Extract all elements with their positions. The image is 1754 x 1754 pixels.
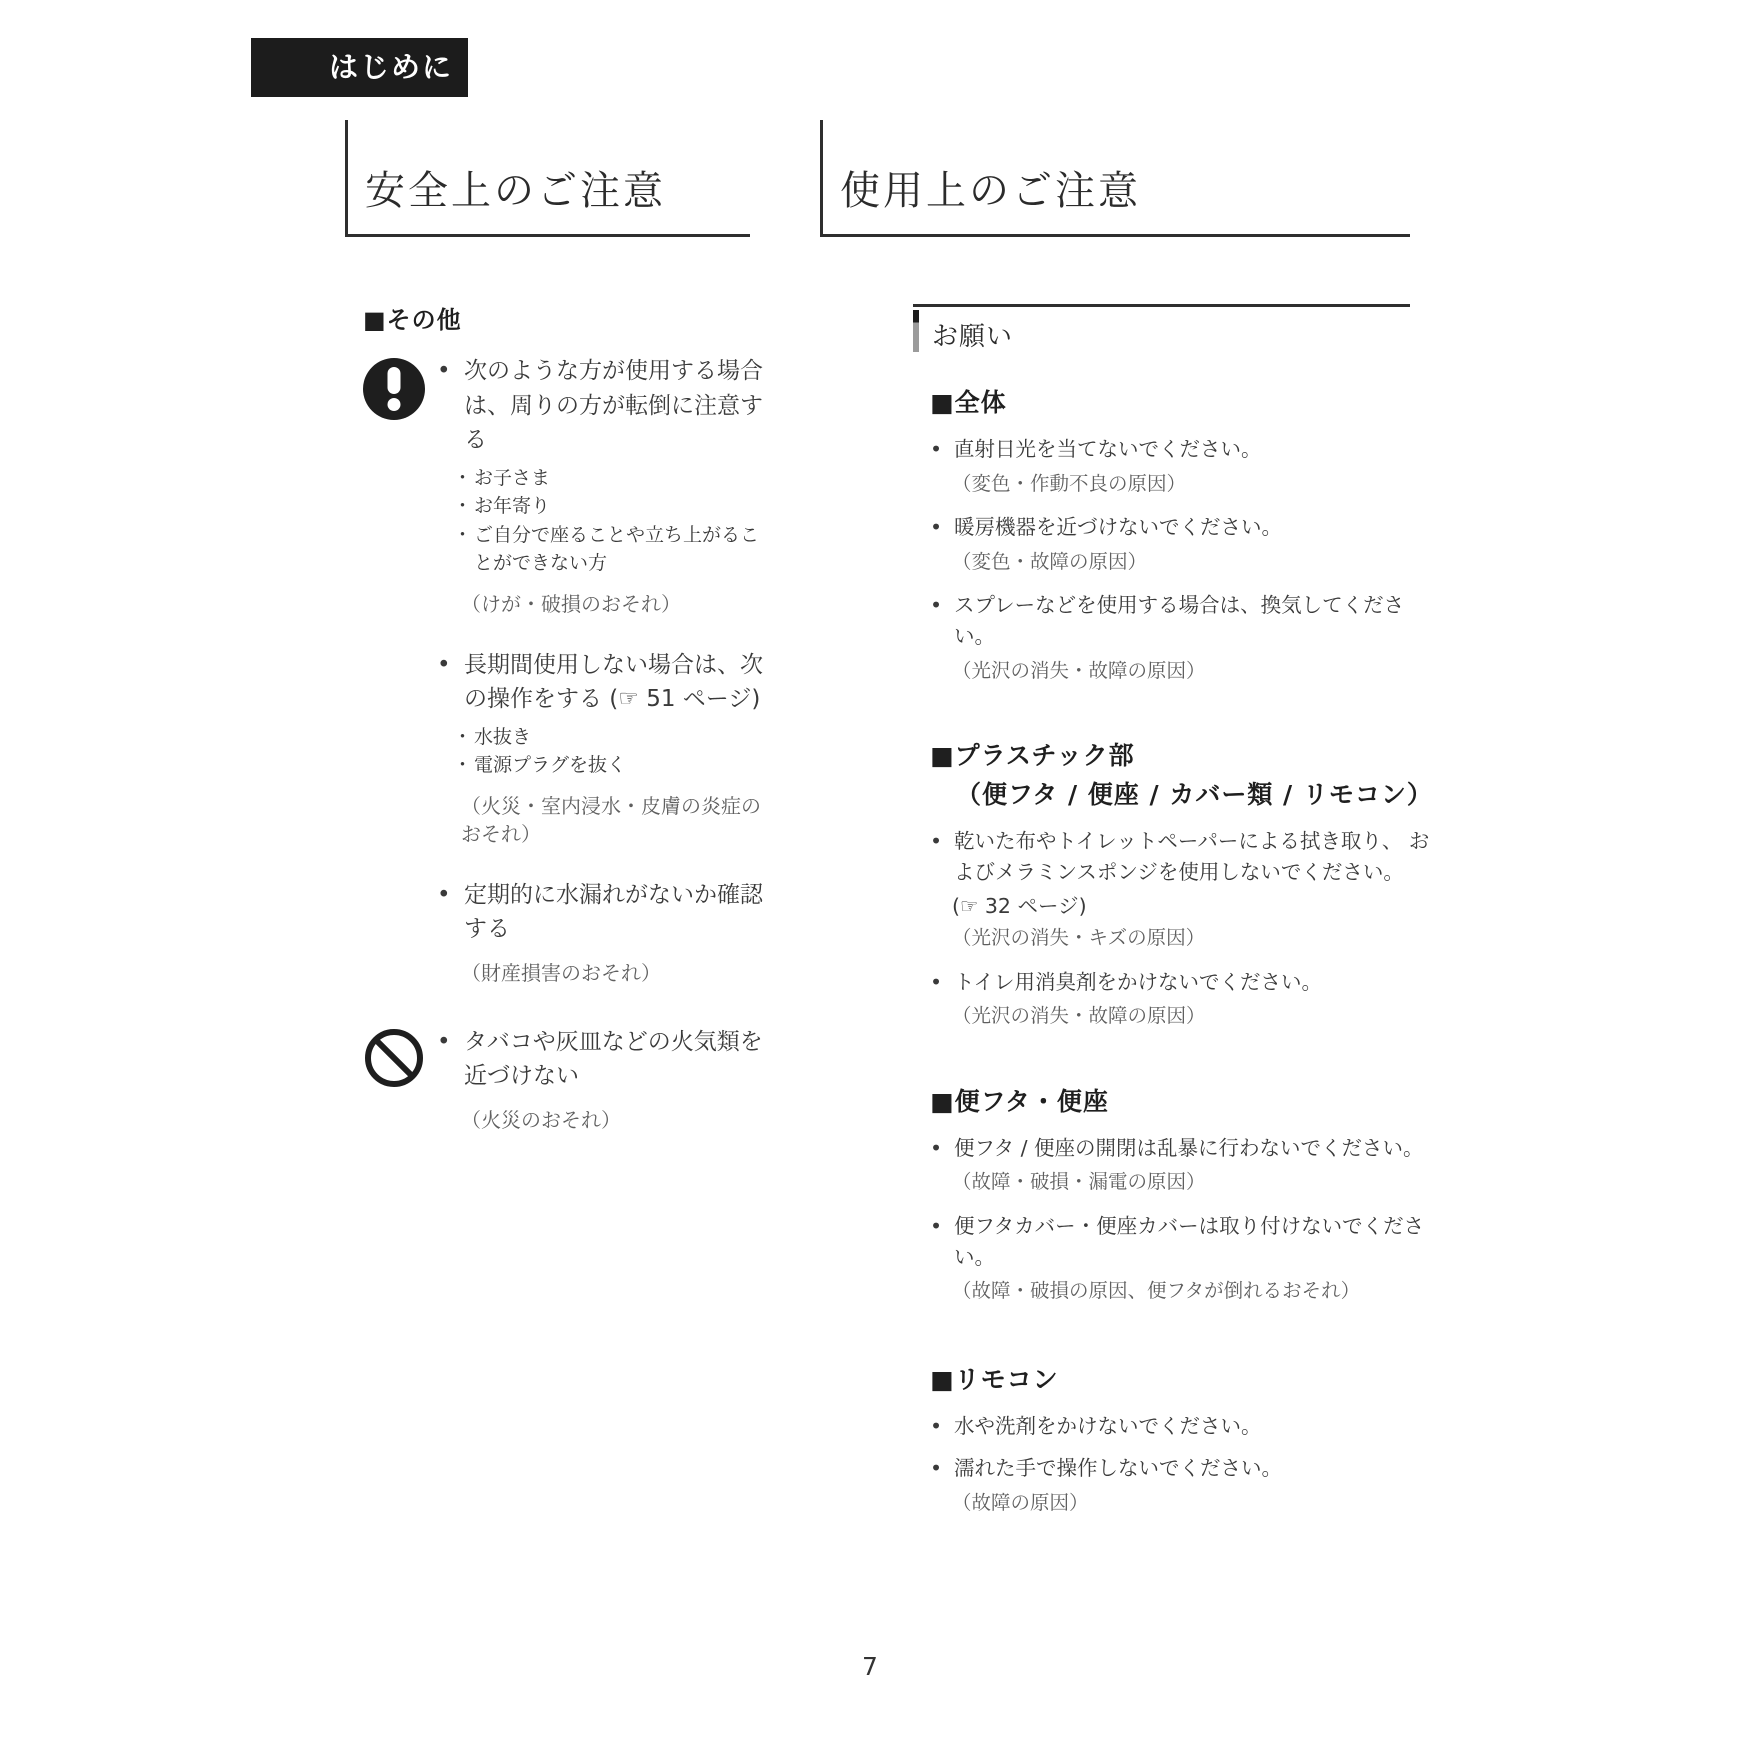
page-reference: (☞ 32 ページ) — [952, 894, 1087, 919]
item-risk: （故障・破損・漏電の原因） — [952, 1170, 1206, 1194]
long-term-text: • 長期間使用しない場合は、次の操作をする (☞ 51 ページ) — [437, 648, 775, 717]
leak-check-item — [437, 878, 775, 987]
no-fire-text: • タバコや灰皿などの火気類を近づけない — [437, 1025, 775, 1094]
long-term-item — [437, 648, 775, 848]
list-item: • スプレーなどを使用する場合は、換気してください。 — [930, 590, 1430, 652]
section-remote-control — [930, 1360, 1430, 1517]
exclamation-stem — [388, 367, 401, 394]
usage-title: 使用上のご注意 — [840, 168, 1141, 214]
mandatory-items — [437, 354, 775, 987]
list-item: ・ お年寄り — [453, 492, 775, 521]
leak-check-text: • 定期的に水漏れがないか確認する — [437, 878, 775, 947]
item-risk: （光沢の消失・キズの原因） — [952, 926, 1206, 950]
safety-body — [363, 300, 775, 1134]
mandatory-icon-cell — [363, 354, 437, 987]
caution-sub-list — [453, 464, 775, 578]
section-tab: はじめに — [251, 38, 468, 97]
list-item: • 便フタカバー・便座カバーは取り付けないでください。 — [930, 1211, 1430, 1273]
section-heading: ■プラスチック部 — [930, 740, 1135, 770]
usage-title-block — [820, 120, 1410, 237]
page-number: 7 — [862, 1652, 878, 1681]
list-item: • 水や洗剤をかけないでください。 — [930, 1411, 1430, 1442]
long-term-risk: （火災・室内浸水・皮膚の炎症のおそれ） — [461, 793, 761, 846]
list-item: • 乾いた布やトイレットペーパーによる拭き取り、 およびメラミンスポンジを使用しないでください。 — [930, 826, 1430, 888]
safety-title: 安全上のご注意 — [365, 168, 666, 214]
caution-item — [437, 354, 775, 618]
prohibition-icon-cell — [363, 1025, 437, 1134]
prohibition-slash — [374, 1038, 414, 1078]
request-label: お願い — [932, 322, 1014, 352]
prohibition-icon — [365, 1029, 423, 1087]
request-inner — [913, 310, 1410, 353]
request-block — [913, 304, 1410, 353]
section-whole-unit — [930, 383, 1430, 684]
other-heading: ■その他 — [363, 306, 462, 334]
prohibition-items — [437, 1025, 775, 1134]
list-item: ・ ご自分で座ることや立ち上がることができない方 — [453, 521, 775, 578]
section-heading: ■便フタ・便座 — [930, 1086, 1109, 1116]
section-heading: ■全体 — [930, 388, 1007, 417]
section-heading: ■リモコン — [930, 1364, 1059, 1394]
list-item: ・ 水抜き — [453, 723, 775, 752]
caution-text: • 次のような方が使用する場合は、周りの方が転倒に注意する — [437, 354, 775, 458]
list-item: ・ 電源プラグを抜く — [453, 751, 775, 780]
no-fire-risk: （火災のおそれ） — [461, 1107, 621, 1132]
section-lid-seat — [930, 1082, 1430, 1305]
no-fire-item — [437, 1025, 775, 1134]
list-item: • トイレ用消臭剤をかけないでください。 — [930, 967, 1430, 998]
item-risk: （故障・破損の原因、便フタが倒れるおそれ） — [952, 1279, 1361, 1303]
list-item: • 直射日光を当てないでください。 — [930, 434, 1430, 465]
list-item: • 暖房機器を近づけないでください。 — [930, 512, 1430, 543]
long-term-sub-list — [453, 723, 775, 780]
exclamation-dot — [388, 398, 401, 411]
leak-check-risk: （財産損害のおそれ） — [461, 960, 661, 985]
item-risk: （変色・故障の原因） — [952, 549, 1148, 573]
mandatory-group — [363, 354, 775, 987]
mandatory-action-icon — [363, 358, 425, 420]
prohibition-group — [363, 1025, 775, 1134]
section-heading-line2: （便フタ / 便座 / カバー類 / リモコン） — [956, 779, 1433, 809]
list-item: • 濡れた手で操作しないでください。 — [930, 1453, 1430, 1484]
section-plastic-parts — [930, 736, 1433, 1030]
safety-title-block — [345, 120, 750, 237]
safety-column — [345, 120, 775, 1134]
request-accent-bar — [913, 310, 919, 352]
list-item: ・ お子さま — [453, 464, 775, 493]
item-risk: （光沢の消失・故障の原因） — [952, 658, 1206, 682]
list-item: • 便フタ / 便座の開閉は乱暴に行わないでください。 — [930, 1133, 1430, 1164]
usage-column — [820, 120, 1433, 1516]
item-risk: （光沢の消失・故障の原因） — [952, 1004, 1206, 1028]
caution-risk: （けが・破損のおそれ） — [461, 591, 681, 616]
item-risk: （変色・作動不良の原因） — [952, 471, 1187, 495]
item-risk: （故障の原因） — [952, 1491, 1089, 1515]
